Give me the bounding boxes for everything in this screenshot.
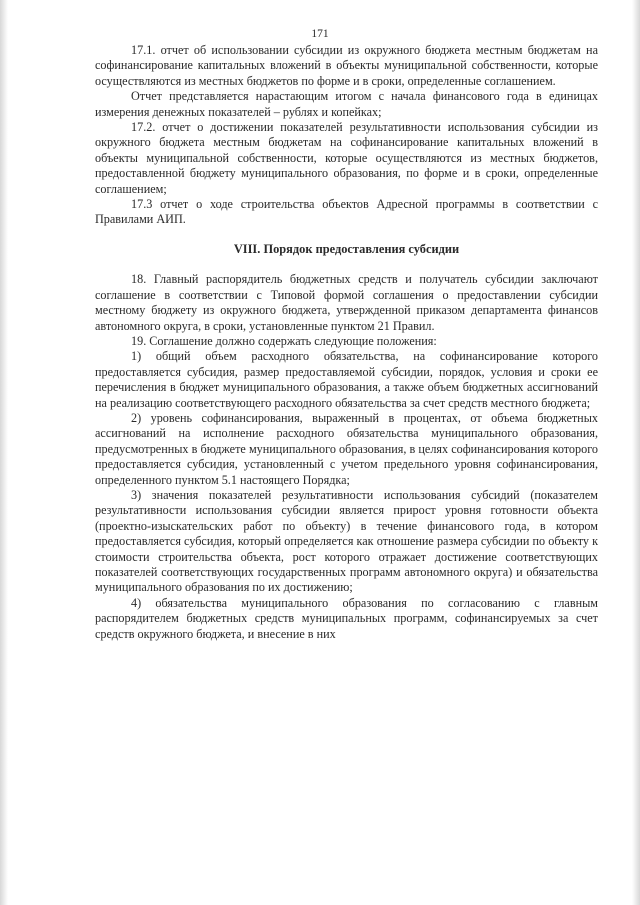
- paragraph-19-item-2: 2) уровень софинансирования, выраженный в процентах, от объема бюджетных ассигнований на исполнение расходного обязательства муниципального образования, предусмотренных в бюджете муниципального образования, в целях софинансирования которого предоставляется субсидия, установленный с учетом предельного уровня софинансирования, определенного пунктом 5.1 настоящего Порядка;: [95, 410, 598, 487]
- paragraph-19-item-1: 1) общий объем расходного обязательства, на софинансирование которого предоставляется субсидия, размер предоставляемой субсидии, порядок, условия и сроки ее перечисления в бюджет муниципального образования, а также объем бюджетных ассигнований на реализацию соответствующего расходного обязательства за счет средств местного бюджета;: [95, 349, 598, 410]
- paragraph-18: 18. Главный распорядитель бюджетных средств и получатель субсидии заключают соглашение в соответствии с Типовой формой соглашения о предоставлении субсидии местному бюджету из окружного бюджета, утвержденной приказом департамента финансов автономного округа, в сроки, установленные пунктом 21 Правил.: [95, 272, 598, 333]
- paragraph-17-3: 17.3 отчет о ходе строительства объектов Адресной программы в соответствии с Правилами АИП.: [95, 197, 598, 227]
- paragraph-17-1: 17.1. отчет об использовании субсидии из окружного бюджета местным бюджетам на софинансирование капитальных вложений в объекты муниципальной собственности, которые осуществляются из местных бюджетов по форме и в сроки, определенные соглашением.: [95, 43, 598, 88]
- paragraph-19-item-4: 4) обязательства муниципального образования по согласованию с главным распорядителем бюджетных средств муниципальных программ, софинансируемых за счет средств окружного бюджета, и внесение в них: [95, 595, 598, 641]
- paragraph-report-note: Отчет представляется нарастающим итогом с начала финансового года в единицах измерения денежных показателей – рублях и копейках;: [95, 89, 598, 119]
- paragraph-17-2: 17.2. отчет о достижении показателей результативности использования субсидии из окружного бюджета местным бюджетам на софинансирование капитальных вложений в объекты муниципальной собственности, которые осуществляются из местных бюджетов, предоставленной бюджету муниципального образования, по форме и в сроки, определенные соглашением;: [95, 120, 598, 196]
- paragraph-19: 19. Соглашение должно содержать следующие положения:: [131, 333, 437, 348]
- section-heading: VIII. Порядок предоставления субсидии: [233, 241, 460, 256]
- paragraph-19-item-3: 3) значения показателей результативности использования субсидий (показателем результативности использования субсидии является прирост уровня готовности объекта (проектно-изыскательских работ по объекту) в течение финансового года, в котором предоставляется субсидия, который определяется как отношение размера субсидии по объекту к стоимости строительства объекта, рост которого отражает достижение соответствующих показателей соответствующих государственных программ автономного округа) и обязательства муниципального образования по их достижению;: [95, 487, 598, 595]
- scan-edge-left: [0, 0, 8, 905]
- document-body: [95, 43, 598, 642]
- scan-edge-right: [632, 0, 640, 905]
- page-number: 171: [311, 28, 329, 40]
